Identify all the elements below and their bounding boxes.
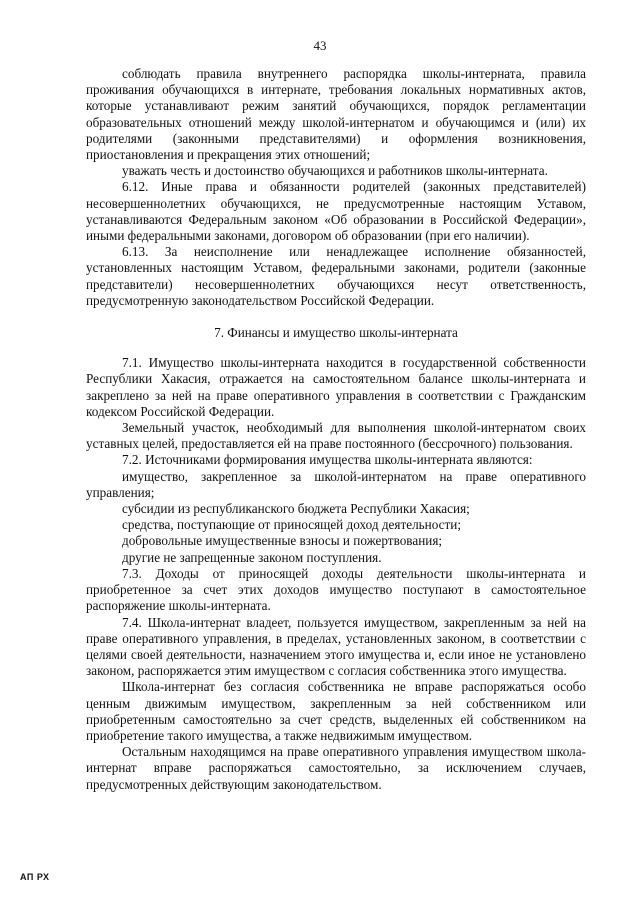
- paragraph-rules: соблюдать правила внутреннего распорядка школы-интерната, правила проживания обучающихся в интернате, требования локальных нормативных актов, которые устанавливают режим занятий обучающихся, порядок регламентации образовательных отношений между школой-интернатом и обучающимся и (или) их родителями (законными представителями) и оформления возникновения, приостановления и прекращения этих отношений;: [86, 66, 586, 163]
- list-item-donations: добровольные имущественные взносы и пожертвования;: [122, 533, 443, 549]
- page-number: 43: [313, 38, 327, 53]
- paragraph-7-3: 7.3. Доходы от приносящей доходы деятельности школы-интерната и приобретенное за счет этих доходов имущество поступают в самостоятельное распоряжение школы-интерната.: [86, 565, 586, 614]
- paragraph-7-2: 7.2. Источниками формирования имущества школы-интерната являются:: [122, 452, 533, 468]
- list-item-subsidies: субсидии из республиканского бюджета Республики Хакасия;: [122, 501, 470, 517]
- paragraph-7-1: 7.1. Имущество школы-интерната находится в государственной собственности Республики Хакасия, отражается на самостоятельном балансе школы-интерната и закреплено за ней на праве оперативного управления в соответствии с Гражданским кодексом Российской Федерации.: [86, 355, 586, 419]
- footer-mark: АП РХ: [20, 872, 50, 882]
- document-body: [86, 66, 586, 793]
- paragraph-land-plot: Земельный участок, необходимый для выполнения школой-интернатом своих уставных целей, предоставляется ей на праве постоянного (бессрочного) пользования.: [86, 420, 586, 452]
- paragraph-6-13: 6.13. За неисполнение или ненадлежащее исполнение обязанностей, установленных настоящим Уставом, федеральными законами, родители (законные представители) несовершеннолетних обучающихся несут ответственность, предусмотренную законодательством Российской Федерации.: [86, 244, 586, 308]
- paragraph-7-4: 7.4. Школа-интернат владеет, пользуется имуществом, закрепленным за ней на праве оперативного управления, в пределах, установленных законом, в соответствии с целями своей деятельности, назначением этого имущества и, если иное не установлено законом, распоряжается этим имуществом с согласия собственника этого имущества.: [86, 614, 586, 679]
- list-item-income: средства, поступающие от приносящей доход деятельности;: [122, 517, 461, 533]
- paragraph-remaining: Остальным находящимся на праве оперативного управления имуществом школа-интернат вправе распоряжаться самостоятельно, за исключением случаев, предусмотренных действующим законодательством.: [86, 744, 586, 792]
- list-item-property: имущество, закрепленное за школой-интернатом на праве оперативного управления;: [86, 468, 586, 500]
- paragraph-consent: Школа-интернат без согласия собственника не вправе распоряжаться особо ценным движимым имуществом, закрепленным за ней собственником или приобретенным самостоятельно за счет средств, выделенных ей собственником на приобретение такого имущества, а также недвижимым имуществом.: [86, 679, 586, 743]
- list-item-other: другие не запрещенные законом поступления.: [122, 549, 382, 565]
- paragraph-6-12: 6.12. Иные права и обязанности родителей (законных представителей) несовершеннолетних обучающихся, не предусмотренные настоящим Уставом, устанавливаются Федеральным законом «Об образовании в Российской Федерации», иными федеральными законами, договором об образовании (при его наличии).: [86, 179, 586, 244]
- paragraph-respect: уважать честь и достоинство обучающихся и работников школы-интерната.: [122, 163, 548, 179]
- section-title: 7. Финансы и имущество школы-интерната: [214, 325, 458, 341]
